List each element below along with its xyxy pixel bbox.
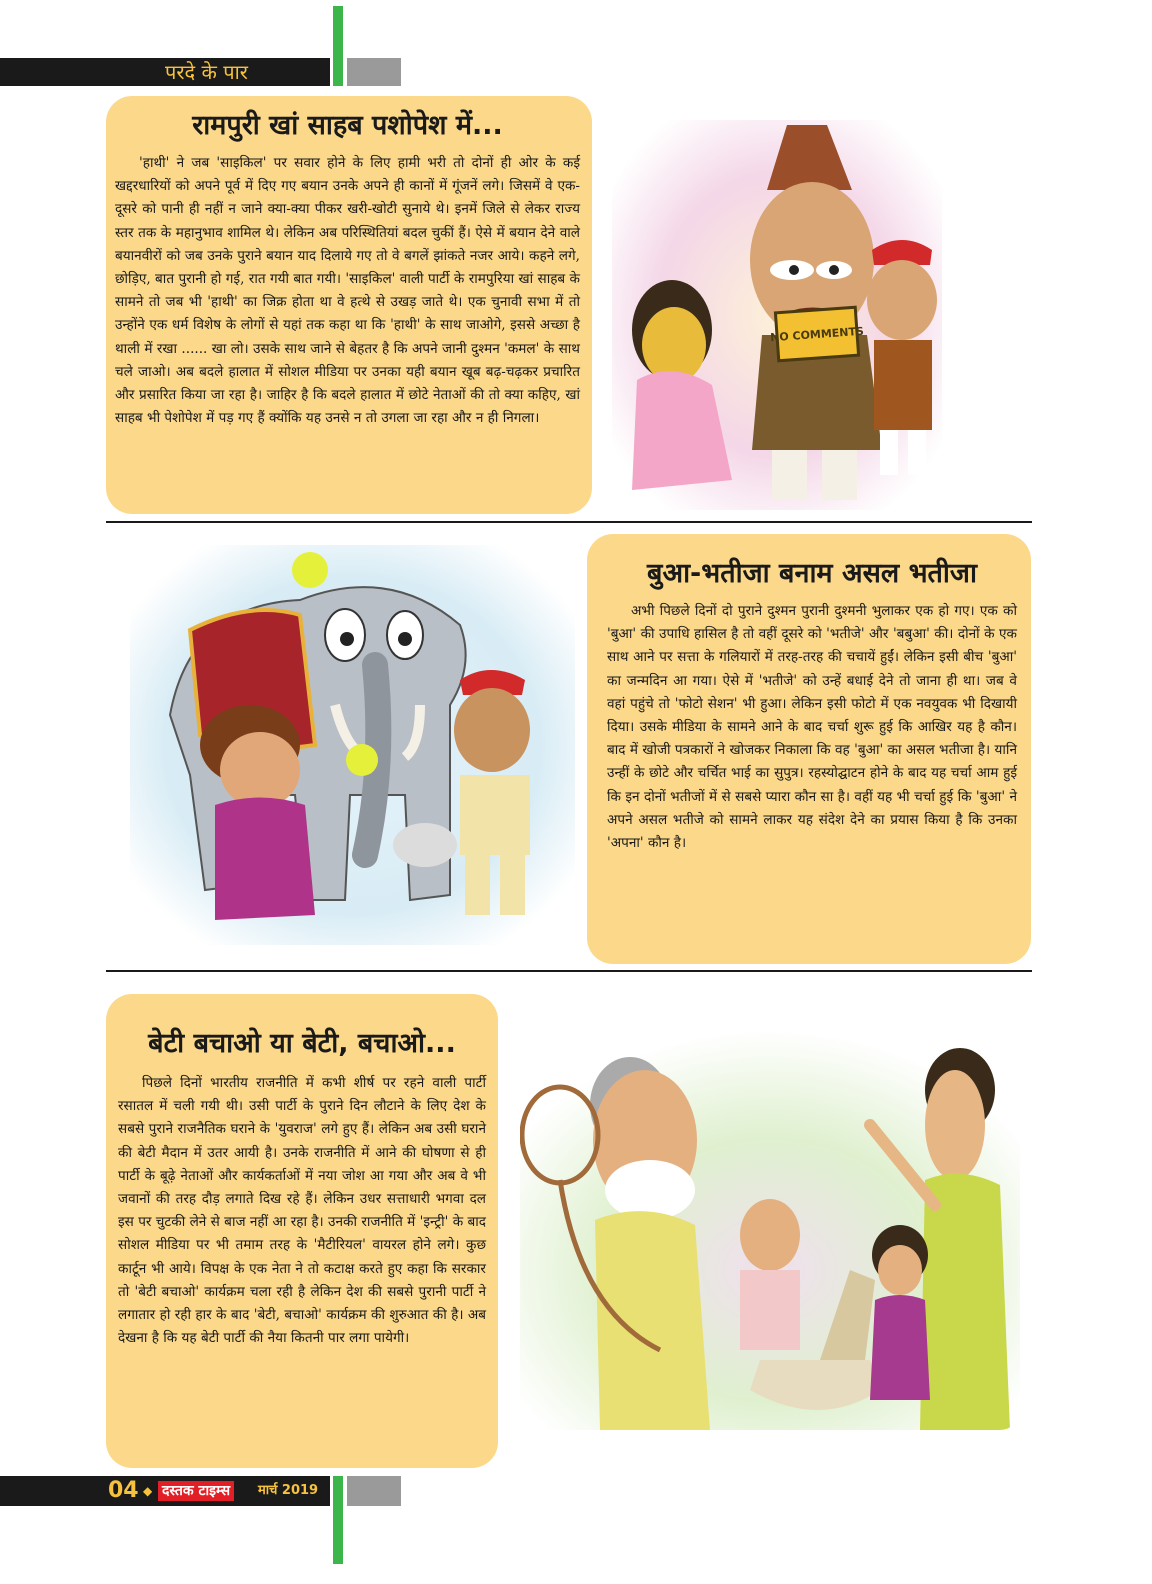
article-1-body: 'हाथी' ने जब 'साइकिल' पर सवार होने के लिए हामी भरी तो दोनों ही ओर के कई खद्दरधारियों को अपने पूर्व में दिए गए बयान उनके अपने ही कानों में गूंजनें लगे। जिसमें वे एक-दूसरे को पानी ही नहीं न जाने क्या-क्या पीकर खरी-खोटी सुनाये थे। इनमें जिले से लेकर राज्य स्तर तक के महानुभाव शामिल थे। लेकिन अब परिस्थितियां बदल चुकीं हैं। ऐसे में बयान देने वाले बयानवीरों को जब उनके पुराने बयान याद दिलाये गए तो वे बगलें झांकते नजर आये। कहने लगे, छोड़िए, बात पुरानी हो गई, रात गयी बात गयी। 'साइकिल' वाली पार्टी के रामपुरिया खां साहब के सामने तो जब भी 'हाथी' का जिक्र होता था वे हत्थे से उखड़ जाते थे। एक चुनावी सभा में तो उन्होंने एक धर्म विशेष के लोगों से यहां तक कहा था कि 'हाथी' के साथ जाओगे, इससे अच्छा है थाली में रखा ...... खा लो। उसके साथ जाने से बेहतर है कि अपने जानी दुश्मन 'कमल' के साथ चले जाओ। अब बदले हालात में सोशल मीडिया पर उनका यही बयान खूब बढ़-चढ़कर प्रचारित और प्रसारित किया जा रहा है। जाहिर है कि बदले हालात में छोटे नेताओं की तो क्या कहिए, खां साहब भी पेशोपेश में पड़ गए हैं क्योंकि यह उनसे न तो उगला जा रहा और न ही निगला।: [115, 155, 580, 427]
article-1-panel: [106, 96, 592, 514]
issue-date: मार्च 2019: [258, 1483, 319, 1498]
section-label: परदे के पार: [165, 60, 248, 84]
cartoon-rampuri-illustration: [612, 120, 942, 510]
article-3-body: पिछले दिनों भारतीय राजनीति में कभी शीर्ष पर रहने वाली पार्टी रसातल में चली गयी थी। उसी पार्टी के पुराने दिन लौटाने के लिए देश के सबसे पुराने राजनैतिक घराने के 'युवराज' लगे हुए हैं। लेकिन अब उसी घराने की बेटी मैदान में उतर आयी है। उनके राजनीति में आने की घोषणा से ही पार्टी के बूढ़े नेताओं और कार्यकर्ताओं में नया जोश आ गया और अब वे भी जवानों की तरह दौड़ लगाते दिख रहे हैं। लेकिन उधर सत्ताधारी भगवा दल इस पर चुटकी लेने से बाज नहीं आ रहा है। उनकी राजनीति में 'इन्ट्री' के बाद सोशल मीडिया पर भी तमाम तरह के 'मैटीरियल' वायरल होने लगे। कुछ कार्टून भी आये। विपक्ष के एक नेता ने तो कटाक्ष करते हुए कहा कि सरकार तो 'बेटी बचाओ' कार्यक्रम चला रही है लेकिन देश की सबसे पुरानी पार्टी ने लगातार हो रही हार के बाद 'बेटी, बचाओ' कार्यक्रम की शुरुआत की है। अब देखना है कि यह बेटी पार्टी की नैया कितनी पार लगा पायेगी।: [118, 1075, 486, 1347]
cartoon-bua-bhatija-illustration: [130, 545, 575, 945]
footer-gray-block: [347, 1476, 401, 1506]
section-divider-1: [106, 521, 1032, 523]
article-3-title: बेटी बचाओ या बेटी, बचाओ...: [148, 1028, 456, 1059]
article-3-panel: [106, 994, 498, 1468]
section-divider-2: [106, 970, 1032, 972]
cartoon-beti-bachao-illustration: [520, 1030, 1020, 1430]
header-gray-block: [347, 58, 401, 86]
article-1-title: रामपुरी खां साहब पशोपेश में...: [192, 110, 503, 141]
page-number: 04: [108, 1478, 139, 1503]
article-2-panel: [587, 534, 1031, 964]
magazine-logo: दस्तक टाइम्स: [158, 1481, 234, 1501]
footer-green-accent: [333, 1476, 343, 1564]
header-green-accent: [333, 6, 343, 86]
footer-separator-dot: ◆: [143, 1484, 153, 1498]
article-2-body: अभी पिछले दिनों दो पुराने दुश्मन पुरानी दुश्मनी भुलाकर एक हो गए। एक को 'बुआ' की उपाधि हासिल है तो वहीं दूसरे को 'भतीजे' और 'बबुआ' की। दोनों के एक साथ आने पर सत्ता के गलियारों में तरह-तरह की चचायें हुईं। लेकिन इसी बीच 'बुआ' का जन्मदिन आ गया। ऐसे में 'भतीजे' को उन्हें बधाई देने तो जाना ही था। जब वे वहां पहुंचे तो 'फोटो सेशन' भी हुआ। लेकिन इसी फोटो में एक नवयुवक भी दिखायी दिया। उसके मीडिया के सामने आने के बाद चर्चा शुरू हुई कि आखिर यह है कौन। बाद में खोजी पत्रकारों ने खोजकर निकाला कि वह 'बुआ' का असल भतीजा है। यानि उन्हीं के छोटे और चर्चित भाई का सुपुत्र। रहस्योद्घाटन होने के बाद यह चर्चा आम हुई कि इन दोनों भतीजों में से सबसे प्यारा कौन सा है। वहीं यह भी चर्चा हुई कि 'बुआ' ने अपने असल भतीजे को सामने लाकर यह संदेश देने का प्रयास किया है कि उनका 'अपना' कौन है।: [607, 603, 1017, 852]
article-2-title: बुआ-भतीजा बनाम असल भतीजा: [647, 558, 977, 589]
no-comments-sign: NO COMMENTS: [769, 324, 865, 345]
